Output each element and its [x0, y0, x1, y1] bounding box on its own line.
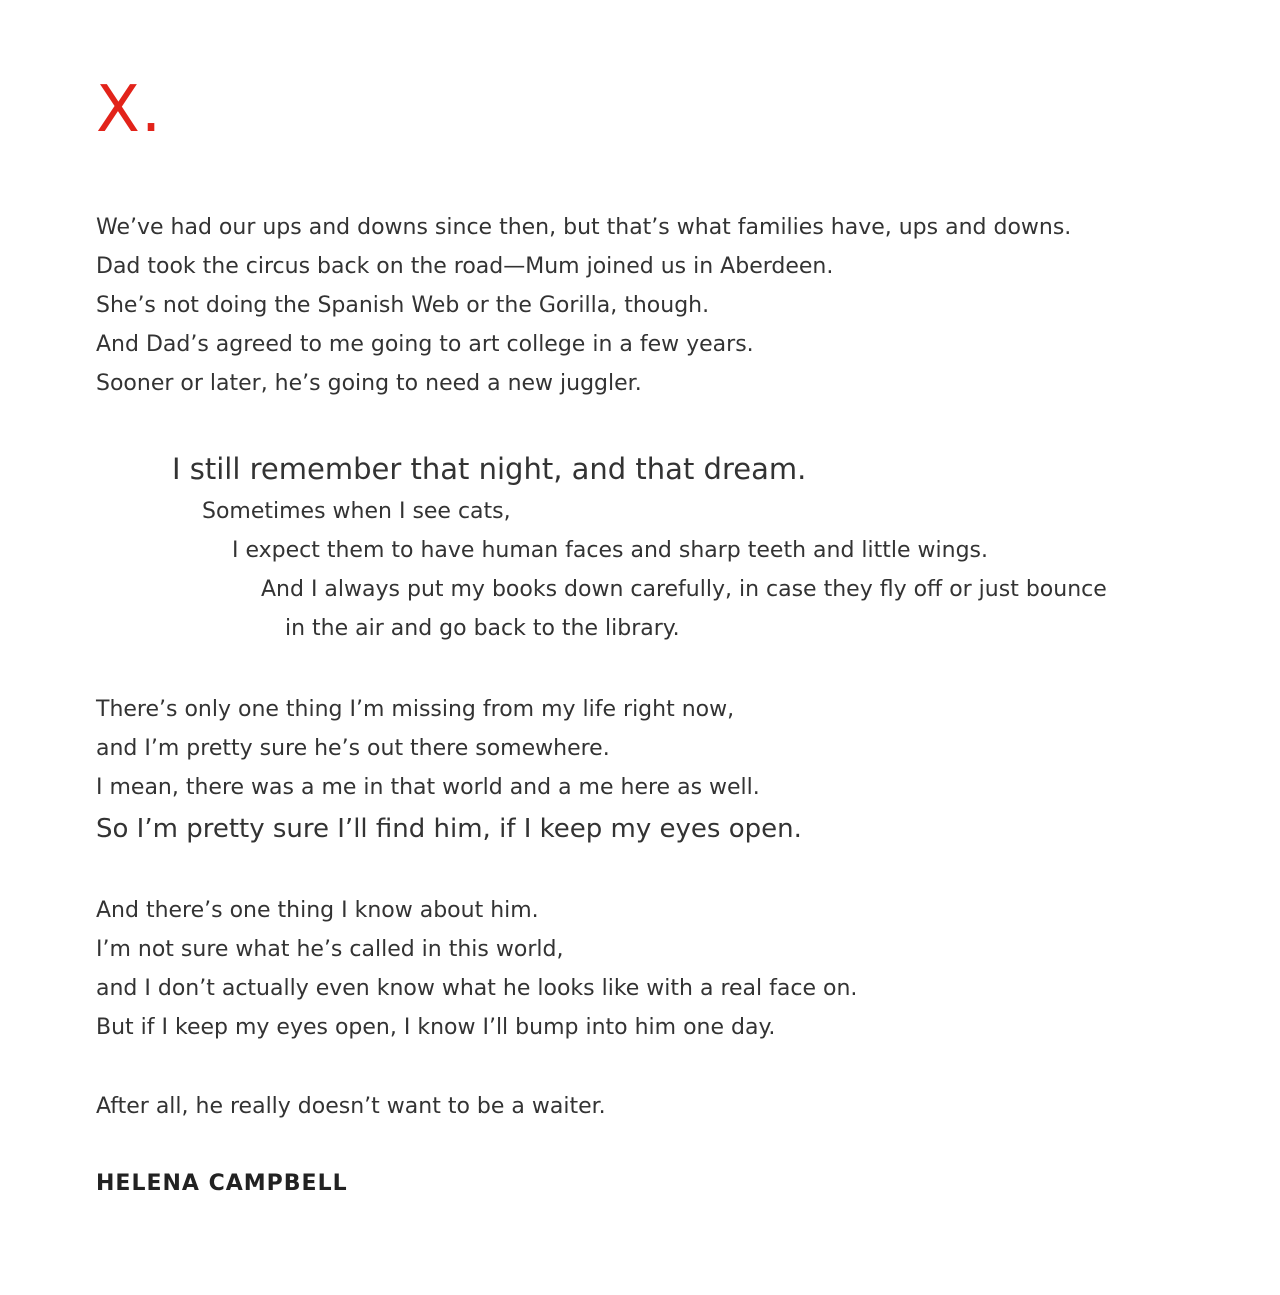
paragraph-1	[96, 208, 1071, 403]
text-line: And there’s one thing I know about him.	[96, 898, 539, 923]
text-line: Sooner or later, he’s going to need a new juggler.	[96, 371, 642, 396]
paragraph-2-indented	[0, 446, 1107, 648]
text-line: and I’m pretty sure he’s out there somewhere.	[96, 736, 610, 761]
text-line: And Dad’s agreed to me going to art college in a few years.	[96, 332, 754, 357]
text-line: She’s not doing the Spanish Web or the Gorilla, though.	[96, 293, 710, 318]
text-line: We’ve had our ups and downs since then, but that’s what families have, ups and downs.	[96, 215, 1072, 240]
text-line: After all, he really doesn’t want to be a waiter.	[96, 1094, 606, 1119]
author-name: HELENA CAMPBELL	[96, 1171, 348, 1196]
text-line: in the air and go back to the library.	[285, 616, 680, 641]
chapter-number: X.	[96, 73, 163, 147]
text-line: I’m not sure what he’s called in this world,	[96, 937, 564, 962]
paragraph-5	[96, 1087, 606, 1126]
text-line: And I always put my books down carefully, in case they fly off or just bounce	[261, 577, 1107, 602]
paragraph-4	[96, 891, 857, 1047]
text-line: Sometimes when I see cats,	[202, 499, 511, 524]
text-line-emphasis: I still remember that night, and that dream.	[172, 452, 807, 486]
paragraph-3	[96, 690, 802, 851]
text-line: But if I keep my eyes open, I know I’ll bump into him one day.	[96, 1015, 776, 1040]
text-line: I mean, there was a me in that world and a me here as well.	[96, 775, 760, 800]
text-line: I expect them to have human faces and sharp teeth and little wings.	[232, 538, 988, 563]
text-line: Dad took the circus back on the road—Mum joined us in Aberdeen.	[96, 254, 834, 279]
text-line-emphasis: So I’m pretty sure I’ll find him, if I keep my eyes open.	[96, 814, 802, 844]
text-line: and I don’t actually even know what he looks like with a real face on.	[96, 976, 858, 1001]
text-line: There’s only one thing I’m missing from my life right now,	[96, 697, 735, 722]
